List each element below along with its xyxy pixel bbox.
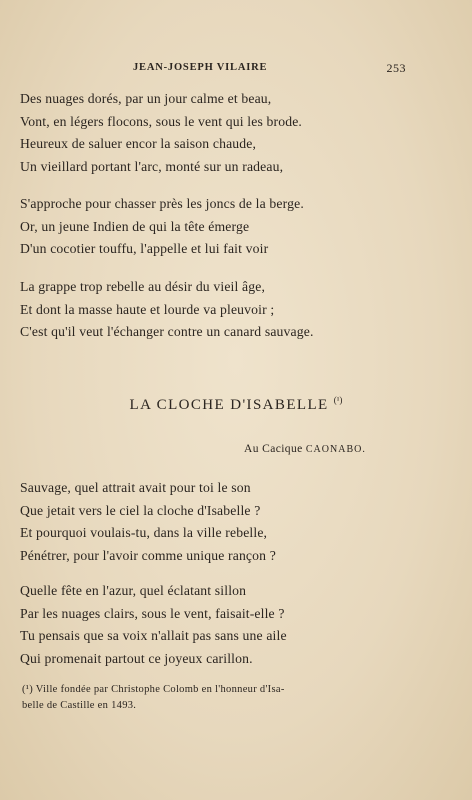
- stanza-2: [20, 193, 460, 261]
- footnote-line: belle de Castille en 1493.: [22, 700, 137, 711]
- stanza-1: [20, 88, 460, 179]
- stanza-5: [20, 580, 460, 671]
- verse-line: Pénétrer, pour l'avoir comme unique rançon ?: [20, 548, 276, 564]
- stanza-3: [20, 276, 460, 344]
- dedication-name: CAONABO.: [305, 444, 366, 455]
- page-number: 253: [386, 61, 406, 75]
- verse-line: Par les nuages clairs, sous le vent, faisait-elle ?: [20, 605, 285, 621]
- verse-line: Tu pensais que sa voix n'allait pas sans une aile: [20, 628, 287, 644]
- poem-title-text: LA CLOCHE D'ISABELLE: [129, 397, 329, 413]
- page-header: [0, 62, 472, 78]
- title-footnote-marker: (¹): [333, 395, 343, 405]
- running-head: JEAN-JOSEPH VILAIRE: [133, 62, 268, 73]
- verse-line: La grappe trop rebelle au désir du vieil âge,: [20, 279, 266, 294]
- verse-line: C'est qu'il veut l'échanger contre un canard sauvage.: [20, 324, 314, 340]
- verse-line: Des nuages dorés, par un jour calme et beau,: [20, 91, 272, 106]
- verse-line: Heureux de saluer encor la saison chaude,: [20, 136, 257, 152]
- verse-line: Qui promenait partout ce joyeux carillon.: [20, 651, 253, 667]
- footnote: [22, 682, 462, 714]
- verse-line: D'un cocotier touffu, l'appelle et lui fait voir: [20, 241, 269, 257]
- verse-line: Que jetait vers le ciel la cloche d'Isabelle ?: [20, 502, 261, 518]
- stanza-4: [20, 477, 460, 568]
- footnote-line: (¹) Ville fondée par Christophe Colomb en l'honneur d'Isa-: [22, 684, 285, 695]
- verse-line: Sauvage, quel attrait avait pour toi le son: [20, 480, 251, 495]
- verse-line: Or, un jeune Indien de qui la tête émerge: [20, 218, 250, 234]
- poem-title: [0, 395, 472, 414]
- dedication-prefix: Au Cacique: [244, 443, 303, 455]
- verse-line: Vont, en légers flocons, sous le vent qui les brode.: [20, 113, 303, 129]
- verse-line: Quelle fête en l'azur, quel éclatant sillon: [20, 583, 247, 598]
- verse-line: S'approche pour chasser près les joncs de la berge.: [20, 196, 304, 211]
- verse-line: Et pourquoi voulais-tu, dans la ville rebelle,: [20, 525, 268, 541]
- verse-line: Et dont la masse haute et lourde va pleuvoir ;: [20, 301, 275, 317]
- poem-dedication: [244, 443, 366, 455]
- verse-line: Un vieillard portant l'arc, monté sur un radeau,: [20, 159, 284, 175]
